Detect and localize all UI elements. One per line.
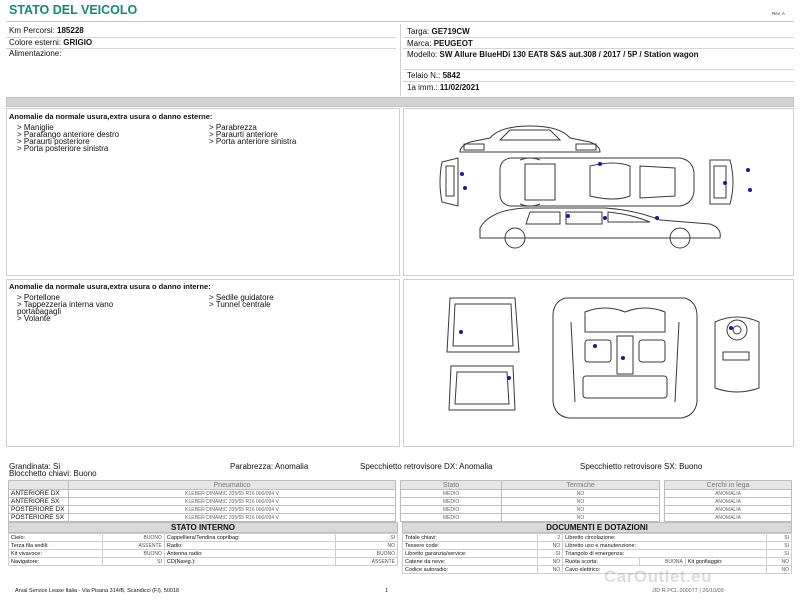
km-field: Km Percorsi: 185228 <box>9 26 84 35</box>
table-row: Cielo: BUONO Cappelliera/Tendina copribag: SI <box>9 534 398 542</box>
table-row: ANOMALIA <box>665 498 792 506</box>
parabrezza-status: Parabrezza: Anomalia <box>230 462 309 471</box>
targa-field: Targa: GE719CW <box>407 27 470 36</box>
table-row: ANOMALIA <box>665 506 792 514</box>
documenti-table <box>402 533 792 574</box>
internal-item: > Sedile guidatore <box>209 293 274 302</box>
external-item: > Parabrezza <box>209 123 257 132</box>
car-interior-diagram <box>445 292 765 427</box>
immatricolazione-field: 1a imm.: 11/02/2021 <box>407 83 480 92</box>
table-row: MEDIO NO <box>401 506 660 514</box>
page-title: STATO DEL VEICOLO <box>9 3 138 17</box>
specchietto-sx-status: Specchietto retrovisore SX: Buono <box>580 462 703 471</box>
external-item: > Porta anteriore sinistra <box>209 137 297 146</box>
table-row: Kit vivavoce: BUONO Antenna radio: BUONO <box>9 550 398 558</box>
table-row: Navigatore: SI CD(Navig.): ASSENTE <box>9 558 398 566</box>
table-row: Codice autoradio: NO Cavo elettrico: NO <box>403 566 792 574</box>
table-row: ANOMALIA <box>665 514 792 522</box>
watermark: CarOutlet.eu <box>604 567 713 586</box>
blocchetto-status: Blocchetto chiavi: Buono <box>9 469 97 478</box>
page-number: 1 <box>385 588 389 594</box>
table-row: POSTERIORE SX KLEBER DINAMIC 205/55 R16 000/094 V <box>9 514 396 522</box>
internal-item: > Portellone <box>17 293 60 302</box>
external-item: > Maniglie <box>17 123 54 132</box>
table-row: MEDIO NO <box>401 498 660 506</box>
stato-interno-title: STATO INTERNO <box>8 522 398 533</box>
external-item: > Porta posteriore sinistra <box>17 144 109 153</box>
tyre-table-mid <box>400 480 660 522</box>
external-item: > Paraurti anteriore <box>209 130 278 139</box>
internal-item: > Volante <box>17 314 51 323</box>
table-row: MEDIO NO <box>401 514 660 522</box>
internal-item: portabagagli <box>17 307 62 316</box>
documenti-title: DOCUMENTI E DOTAZIONI <box>402 522 792 533</box>
specchietto-dx-status: Specchietto retrovisore DX: Anomalia <box>360 462 493 471</box>
internal-item: > Tunnel centrale <box>209 300 271 309</box>
tyre-table-left <box>8 480 396 522</box>
col-header: Termiche <box>502 481 660 490</box>
header-divider <box>6 21 794 22</box>
section-band <box>6 97 794 107</box>
external-item: > Paraurti posteriore <box>17 137 90 146</box>
table-row: Tessere code: NO Libretto uso e manutenzione: SI <box>403 542 792 550</box>
internal-item: > Tappezzeria interna vano <box>17 300 114 309</box>
table-row: Catene da neve: NO Ruota scorta: BUONA Kit gonfiaggio: NO <box>403 558 792 566</box>
table-row: POSTERIORE DX KLEBER DINAMIC 205/55 R16 000/094 V <box>9 506 396 514</box>
internal-damage-title: Anomalie da normale usura,extra usura o danno interne: <box>9 282 211 291</box>
table-row: ANTERIORE SX KLEBER DINAMIC 205/55 R16 000/094 V <box>9 498 396 506</box>
external-item: > Parafango anteriore destro <box>17 130 120 139</box>
alimentazione-field: Alimentazione: <box>9 49 62 58</box>
footer-code: JID R.PCL.000077 | 26/10/09 <box>652 588 724 594</box>
col-header: Pneumatico <box>69 481 396 490</box>
col-header: Cerchi in lega <box>665 481 792 490</box>
revision-label: Rev. A <box>772 11 785 16</box>
footer-company: Arval Service Lease Italia - Via Pisana 314/B, Scandicci (FI), 50018 <box>15 588 180 594</box>
stato-interno-table <box>8 533 398 566</box>
external-damage-title: Anomalie da normale usura,extra usura o danno esterne: <box>9 112 213 121</box>
col-header: Stato <box>401 481 502 490</box>
table-row: ANTERIORE DX KLEBER DINAMIC 205/55 R16 000/094 V <box>9 490 396 498</box>
car-exterior-diagram <box>430 120 770 250</box>
colore-field: Colore esterni: GRIGIO <box>9 38 93 47</box>
modello-field: Modello: SW Allure BlueHDi 130 EAT8 S&S aut.308 / 2017 / 5P / Station wagon <box>407 50 699 59</box>
table-row: Totale chiavi: 2 Libretto circolazione: SI <box>403 534 792 542</box>
table-row: Libretto garanzia/service: SI Triangolo di emergenza: SI <box>403 550 792 558</box>
table-row: MEDIO NO <box>401 490 660 498</box>
grandinata-status: Grandinata: Si <box>9 462 61 471</box>
marca-field: Marca: PEUGEOT <box>407 39 473 48</box>
table-row: ANOMALIA <box>665 490 792 498</box>
telaio-field: Telaio N.: 5842 <box>407 71 461 80</box>
table-row: Terza fila sedili: ASSENTE Radio: NO <box>9 542 398 550</box>
tyre-table-right <box>664 480 792 522</box>
